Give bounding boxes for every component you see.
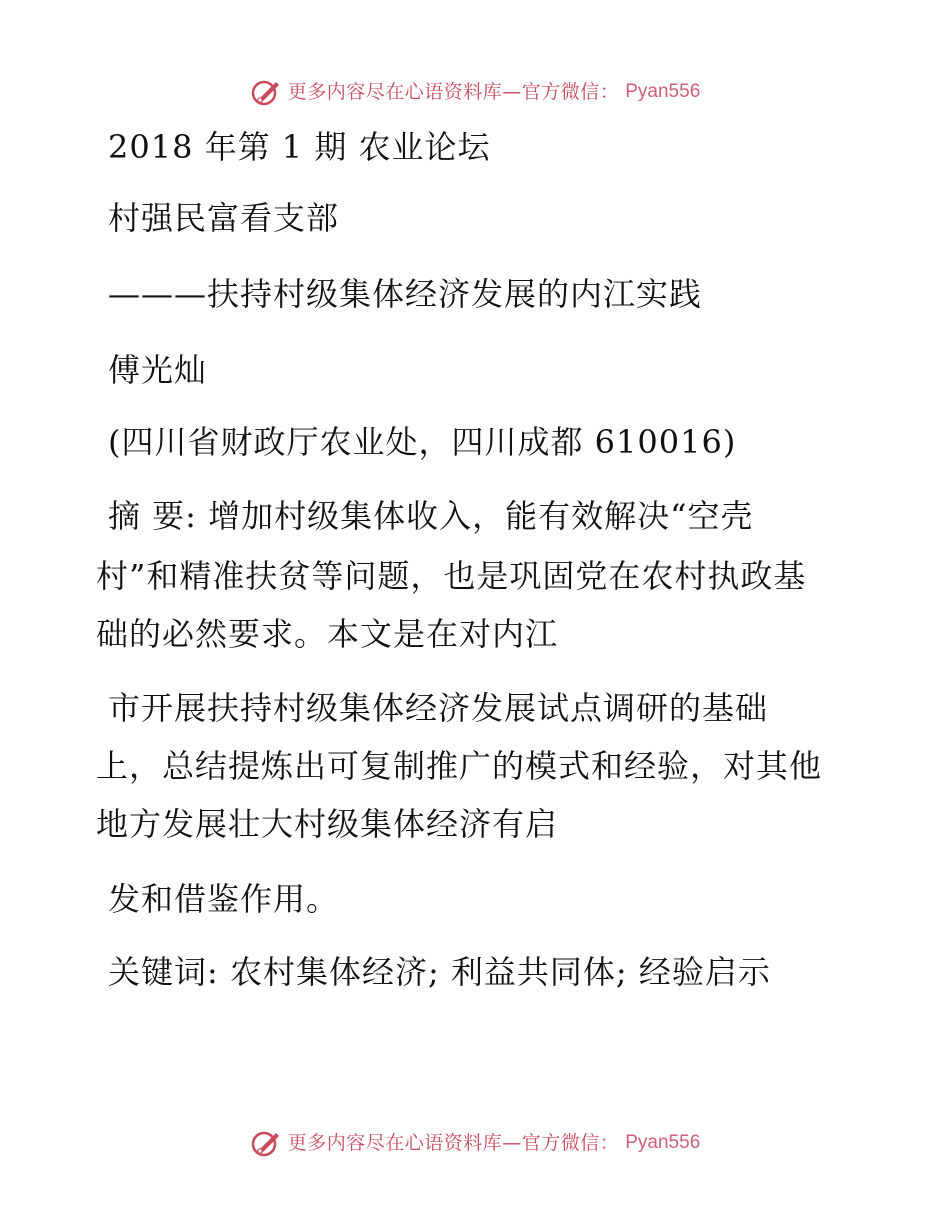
watermark-wechat-id: Pyan556 (625, 81, 701, 102)
watermark-text: 更多内容尽在心语资料库—官方微信： (287, 81, 620, 103)
keywords: 关键词: 农村集体经济; 利益共同体; 经验启示 (108, 953, 771, 991)
pen-logo-icon (250, 76, 282, 108)
watermark-header (0, 76, 950, 108)
author-affiliation: (四川省财政厅农业处，四川成都 610016) (108, 423, 737, 461)
watermark-footer (0, 1127, 950, 1159)
issue-line: 2018 年第 1 期 农业论坛 (108, 128, 491, 166)
pen-logo-icon (250, 1127, 282, 1159)
abstract-line: 村”和精准扶贫等问题，也是巩固党在农村执政基 (96, 557, 807, 595)
article-subtitle: ———扶持村级集体经济发展的内江实践 (108, 275, 703, 313)
abstract-line: 市开展扶持村级集体经济发展试点调研的基础 (108, 689, 769, 727)
watermark-text: 更多内容尽在心语资料库—官方微信： (287, 1132, 620, 1154)
abstract-line: 发和借鉴作用。 (108, 880, 340, 918)
abstract-line: 摘 要: 增加村级集体收入，能有效解决“空壳 (108, 497, 754, 535)
watermark-wechat-id: Pyan556 (625, 1132, 701, 1153)
abstract-line: 上，总结提炼出可复制推广的模式和经验，对其他 (96, 747, 823, 785)
article-title: 村强民富看支部 (108, 199, 340, 237)
abstract-line: 础的必然要求。本文是在对内江 (96, 615, 559, 653)
author-name: 傅光灿 (108, 351, 208, 389)
abstract-line: 地方发展壮大村级集体经济有启 (96, 805, 559, 843)
